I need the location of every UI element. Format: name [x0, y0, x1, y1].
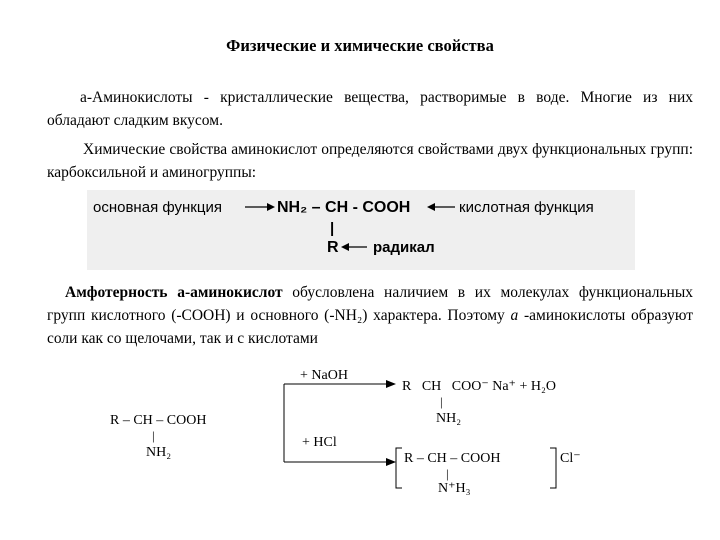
- reactant-amine: NH₂: [146, 445, 172, 460]
- functional-groups-svg: [87, 190, 635, 270]
- reaction-scheme-svg: [80, 364, 660, 504]
- bond-line: |: [330, 220, 335, 237]
- arrow-to-amine-head: [267, 203, 275, 211]
- radical-symbol: R: [327, 239, 339, 256]
- acid-function-label: кислотная функция: [459, 199, 594, 216]
- paragraph-chemical-properties: Химические свойства аминокислот определяются свойствами двух функциональных групп: карбоксильной и аминогруппы:: [47, 141, 693, 181]
- page-title: Физические и химические свойства: [226, 36, 494, 55]
- reagent-hcl: + HCl: [302, 435, 337, 450]
- product-ammonium-bond: |: [446, 466, 449, 481]
- bracket-right: [550, 448, 556, 488]
- reagent-naoh: + NaOH: [300, 368, 348, 383]
- amphoteric-reaction-scheme: [80, 364, 660, 504]
- branch-lower-arrowhead: [386, 458, 396, 466]
- reactant-formula: R – CH – COOH: [110, 413, 207, 428]
- paragraph-physical-properties: а-Аминокислоты - кристаллические вещества, растворимые в воде. Многие из них обладают сладким вкусом.: [47, 89, 693, 129]
- arrow-to-carboxyl-head: [427, 203, 435, 211]
- bracket-left: [396, 448, 402, 488]
- paragraph-amphoteric: [47, 281, 693, 350]
- product-ammonium-amine: N⁺H₃: [438, 481, 471, 496]
- basic-function-label: основная функция: [93, 199, 222, 216]
- arrow-to-radical-head: [341, 243, 349, 251]
- term-alpha-amino-acids: а-аминокислот: [177, 284, 283, 301]
- term-amphoteric: Амфотерность: [65, 284, 168, 301]
- product-ammonium-formula: R – CH – COOH: [404, 451, 501, 466]
- amphoteric-text-b: -аминокислоты образуют соли как со щелочами, так и с кислотами: [47, 307, 694, 347]
- reactant-bond: |: [152, 428, 155, 443]
- amphoteric-text-a: обусловлена наличием в их молекулах функциональных групп кислотного (-COOH) и основного (-NH₂) характера. Поэтому: [47, 284, 694, 324]
- alpha-letter: а: [510, 307, 519, 324]
- branch-upper-arrowhead: [386, 380, 396, 388]
- amino-acid-formula: NH₂ – CH - COOH: [277, 199, 411, 216]
- product-salt-amine: NH₂: [436, 411, 462, 426]
- product-chloride: Cl⁻: [560, 451, 581, 466]
- functional-groups-scheme: [87, 190, 635, 270]
- radical-label: радикал: [373, 239, 435, 256]
- product-salt-bond: |: [440, 394, 443, 409]
- product-salt-formula: R CH COO⁻ Na⁺ + H₂O: [402, 379, 556, 394]
